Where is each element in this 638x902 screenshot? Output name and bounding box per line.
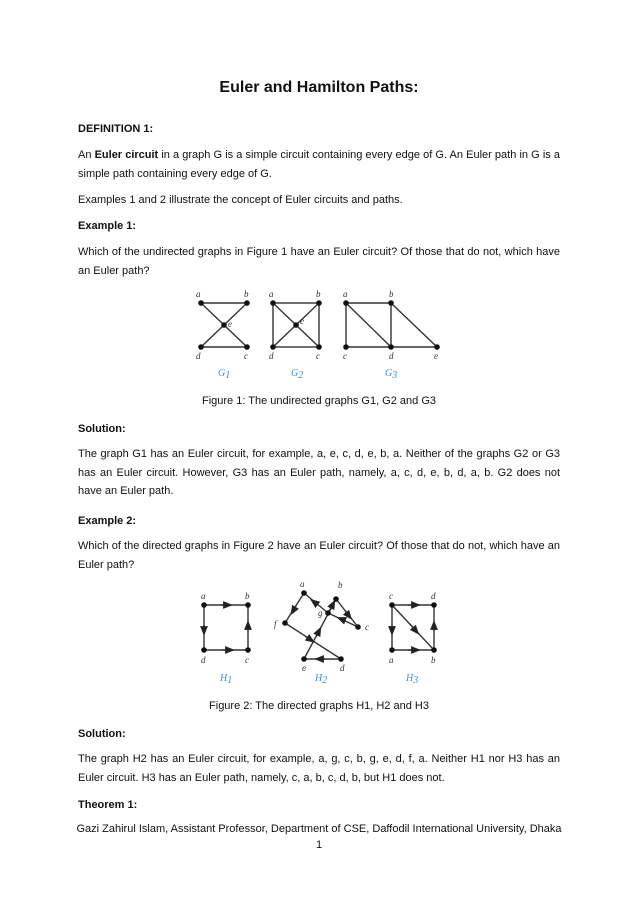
h3-vertex-c: c [389,591,393,601]
solution2-text: The graph H2 has an Euler circuit, for example, a, g, c, b, g, e, d, f, a. Neither H1 nor H3 has an Euler circuit. H3 has an Euler path, namely, c, a, b, c, d, b, but H1 does not. [78,753,560,784]
theorem-heading: Theorem 1: [78,799,138,811]
g1-vertex-e: e [228,319,232,329]
example1-heading: Example 1: [78,220,137,232]
g3-vertex-e: e [434,351,438,361]
definition-body: in a graph G is a simple circuit containing every edge of G. An Euler path in G is a simple path containing every edge of G. [78,149,560,180]
g2-vertex-d: d [269,351,274,361]
page-number: 1 [315,839,323,851]
g2-name: G2 [291,368,304,381]
figure-1-caption: Figure 1: The undirected graphs G1, G2 and G3 [202,395,436,407]
h2-vertex-c: c [365,622,369,632]
h3-name: H3 [406,673,419,686]
g2-vertex-b: b [316,289,321,299]
g1-vertex-d: d [196,351,201,361]
solution1-heading: Solution: [78,423,126,435]
h1-vertex-d: d [201,655,206,665]
g2-vertex-c: c [316,351,320,361]
h2-vertex-d: d [340,663,345,673]
h3-vertex-b: b [431,655,436,665]
g1-vertex-c: c [244,351,248,361]
g3-vertex-d: d [389,351,394,361]
page-title: Euler and Hamilton Paths: [219,79,419,96]
definition-term: Euler circuit [94,149,159,161]
h1-vertex-c: c [245,655,249,665]
g3-vertex-c: c [343,351,347,361]
example2-heading: Example 2: [78,515,137,527]
g3-vertex-a: a [343,289,348,299]
h2-vertex-a: a [300,579,305,589]
h2-name: H2 [315,673,328,686]
solution1-text: The graph G1 has an Euler circuit, for example, a, e, c, d, e, b, a. Neither of the graphs G2 or G3 has an Euler circuit. However, G3 has an Euler path, namely, a, c, d, e, b, d, a, b. G2 does not have an Euler path. [78,448,560,497]
h1-vertex-a: a [201,591,206,601]
h2-vertex-g: g [318,608,323,618]
figure-1-undirected-graphs [185,285,455,385]
g2-vertex-a: a [269,289,274,299]
h3-vertex-d: d [431,591,436,601]
g1-vertex-b: b [244,289,249,299]
g1-name: G1 [218,368,231,381]
footer-author: Gazi Zahirul Islam, Assistant Professor, Department of CSE, Daffodil International University, Dhaka [76,823,562,835]
g1-vertex-a: a [196,289,201,299]
example1-question: Which of the undirected graphs in Figure 1 have an Euler circuit? Of those that do not, which have an Euler path? [78,246,560,277]
g3-vertex-b: b [389,289,394,299]
examples-intro: Examples 1 and 2 illustrate the concept of Euler circuits and paths. [78,194,403,206]
h3-vertex-a: a [389,655,394,665]
figure-2-directed-graphs [190,575,460,690]
definition-heading: DEFINITION 1: [78,123,154,135]
h1-vertex-b: b [245,591,250,601]
g2-vertex-e: e [300,316,304,326]
solution2-heading: Solution: [78,728,126,740]
definition-prefix: An [78,149,95,161]
h1-name: H1 [220,673,233,686]
h2-vertex-b: b [338,580,343,590]
g3-name: G3 [385,368,398,381]
example2-question: Which of the directed graphs in Figure 2 have an Euler circuit? Of those that do not, which have an Euler path? [78,540,560,571]
h2-vertex-e: e [302,663,306,673]
figure-2-caption: Figure 2: The directed graphs H1, H2 and H3 [209,700,429,712]
h2-vertex-f: f [274,619,277,629]
definition-paragraph [78,146,560,183]
